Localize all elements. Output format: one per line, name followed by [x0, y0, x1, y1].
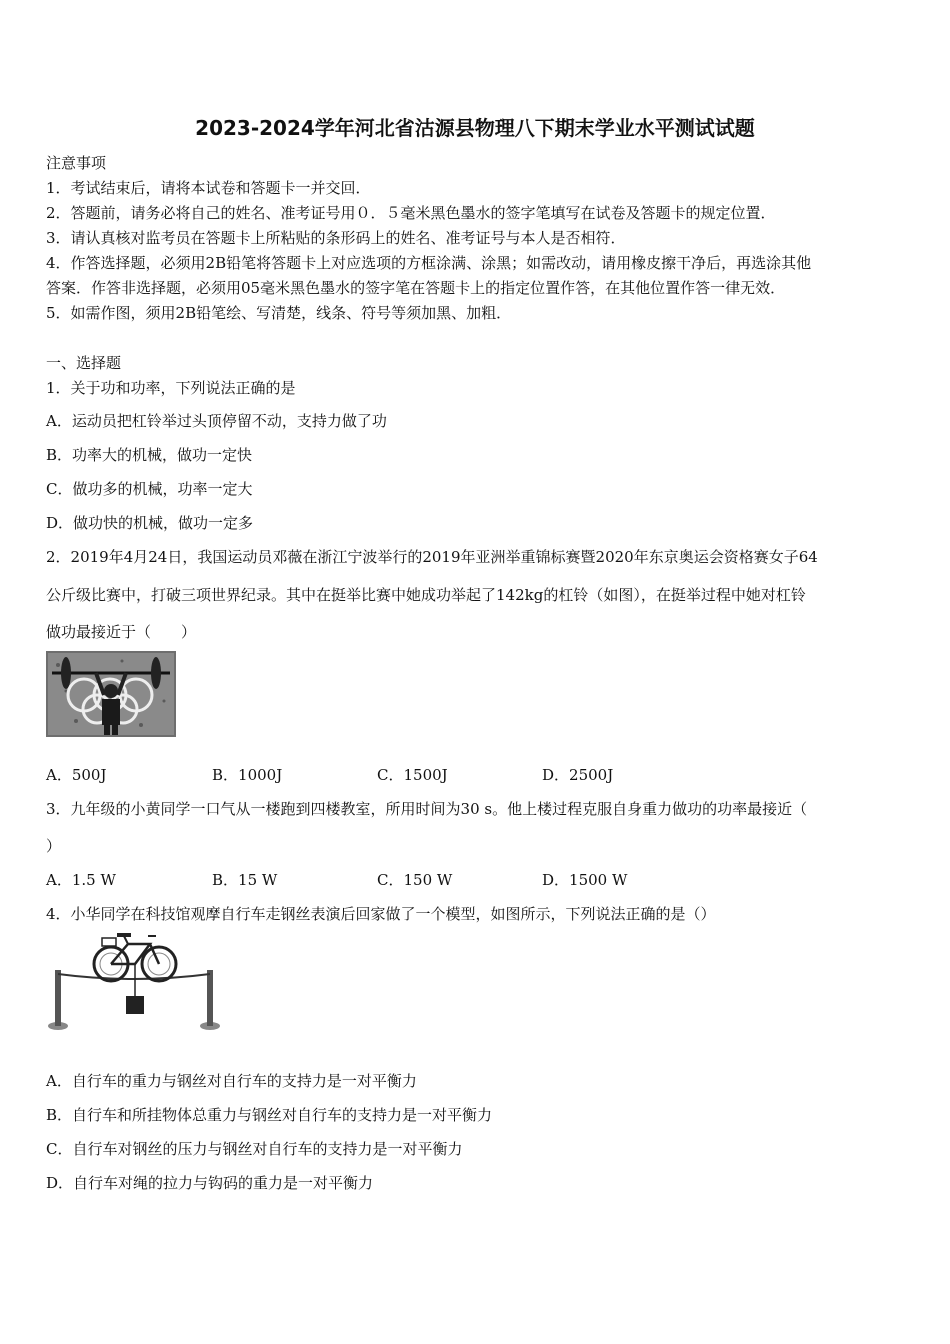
section-heading: 一、选择题 — [46, 354, 122, 372]
weightlifter-figure — [46, 651, 176, 741]
question-2-stem-line: 2．2019年4月24日，我国运动员邓薇在浙江宁波举行的2019年亚洲举重锦标赛暨2020年东京奥运会资格赛女子64 — [46, 548, 818, 566]
question-3-option-b: B．15 W — [212, 871, 278, 889]
notice-item: 1．考试结束后，请将本试卷和答题卡一并交回． — [46, 179, 371, 197]
notice-item: 2．答题前，请务必将自己的姓名、准考证号用０．５毫米黑色墨水的签字笔填写在试卷及答题卡的规定位置． — [46, 204, 776, 222]
question-2-option-a: A．500J — [46, 766, 107, 784]
notice-item: 3．请认真核对监考员在答题卡上所粘贴的条形码上的姓名、准考证号与本人是否相符． — [46, 229, 626, 247]
question-4-option-b: B．自行车和所挂物体总重力与钢丝对自行车的支持力是一对平衡力 — [46, 1106, 493, 1124]
question-1-option-a: A．运动员把杠铃举过头顶停留不动，支持力做了功 — [46, 412, 387, 430]
question-4-option-c: C．自行车对钢丝的压力与钢丝对自行车的支持力是一对平衡力 — [46, 1140, 463, 1158]
question-3-option-d: D．1500 W — [542, 871, 628, 889]
notice-heading: 注意事项 — [46, 154, 107, 172]
notice-item: 答案．作答非选择题，必须用05毫米黑色墨水的签字笔在答题卡上的指定位置作答，在其他位置作答一律无效． — [46, 279, 786, 297]
question-3-stem-line: 3．九年级的小黄同学一口气从一楼跑到四楼教室，所用时间为30 s。他上楼过程克服自身重力做功的功率最接近（ — [46, 800, 808, 818]
question-2-stem-line: 做功最接近于（ ） — [46, 623, 197, 641]
bicycle-wire-figure — [44, 930, 224, 1038]
question-4-option-d: D．自行车对绳的拉力与钩码的重力是一对平衡力 — [46, 1174, 374, 1192]
notice-item: 4．作答选择题，必须用2B铅笔将答题卡上对应选项的方框涂满、涂黑；如需改动，请用橡皮擦干净后，再选涂其他 — [46, 254, 812, 272]
question-2-option-c: C．1500J — [377, 766, 448, 784]
question-3-option-a: A．1.5 W — [46, 871, 116, 889]
question-1-option-b: B．功率大的机械，做功一定快 — [46, 446, 253, 464]
question-3-stem-line: ） — [46, 837, 62, 855]
question-4-option-a: A．自行车的重力与钢丝对自行车的支持力是一对平衡力 — [46, 1072, 417, 1090]
question-1-option-c: C．做功多的机械，功率一定大 — [46, 480, 253, 498]
question-2-option-b: B．1000J — [212, 766, 283, 784]
question-4-stem: 4．小华同学在科技馆观摩自行车走钢丝表演后回家做了一个模型，如图所示，下列说法正确的是（） — [46, 905, 716, 923]
page-title: 2023-2024学年河北省沽源县物理八下期末学业水平测试试题 — [195, 116, 755, 140]
question-1-stem: 1．关于功和功率，下列说法正确的是 — [46, 379, 296, 397]
notice-item: 5．如需作图，须用2B铅笔绘、写清楚，线条、符号等须加黑、加粗． — [46, 304, 512, 322]
question-1-option-d: D．做功快的机械，做功一定多 — [46, 514, 254, 532]
question-2-option-d: D．2500J — [542, 766, 614, 784]
question-3-option-c: C．150 W — [377, 871, 453, 889]
question-2-stem-line: 公斤级比赛中，打破三项世界纪录。其中在挺举比赛中她成功举起了142kg的杠铃（如图），在挺举过程中她对杠铃 — [46, 586, 806, 604]
